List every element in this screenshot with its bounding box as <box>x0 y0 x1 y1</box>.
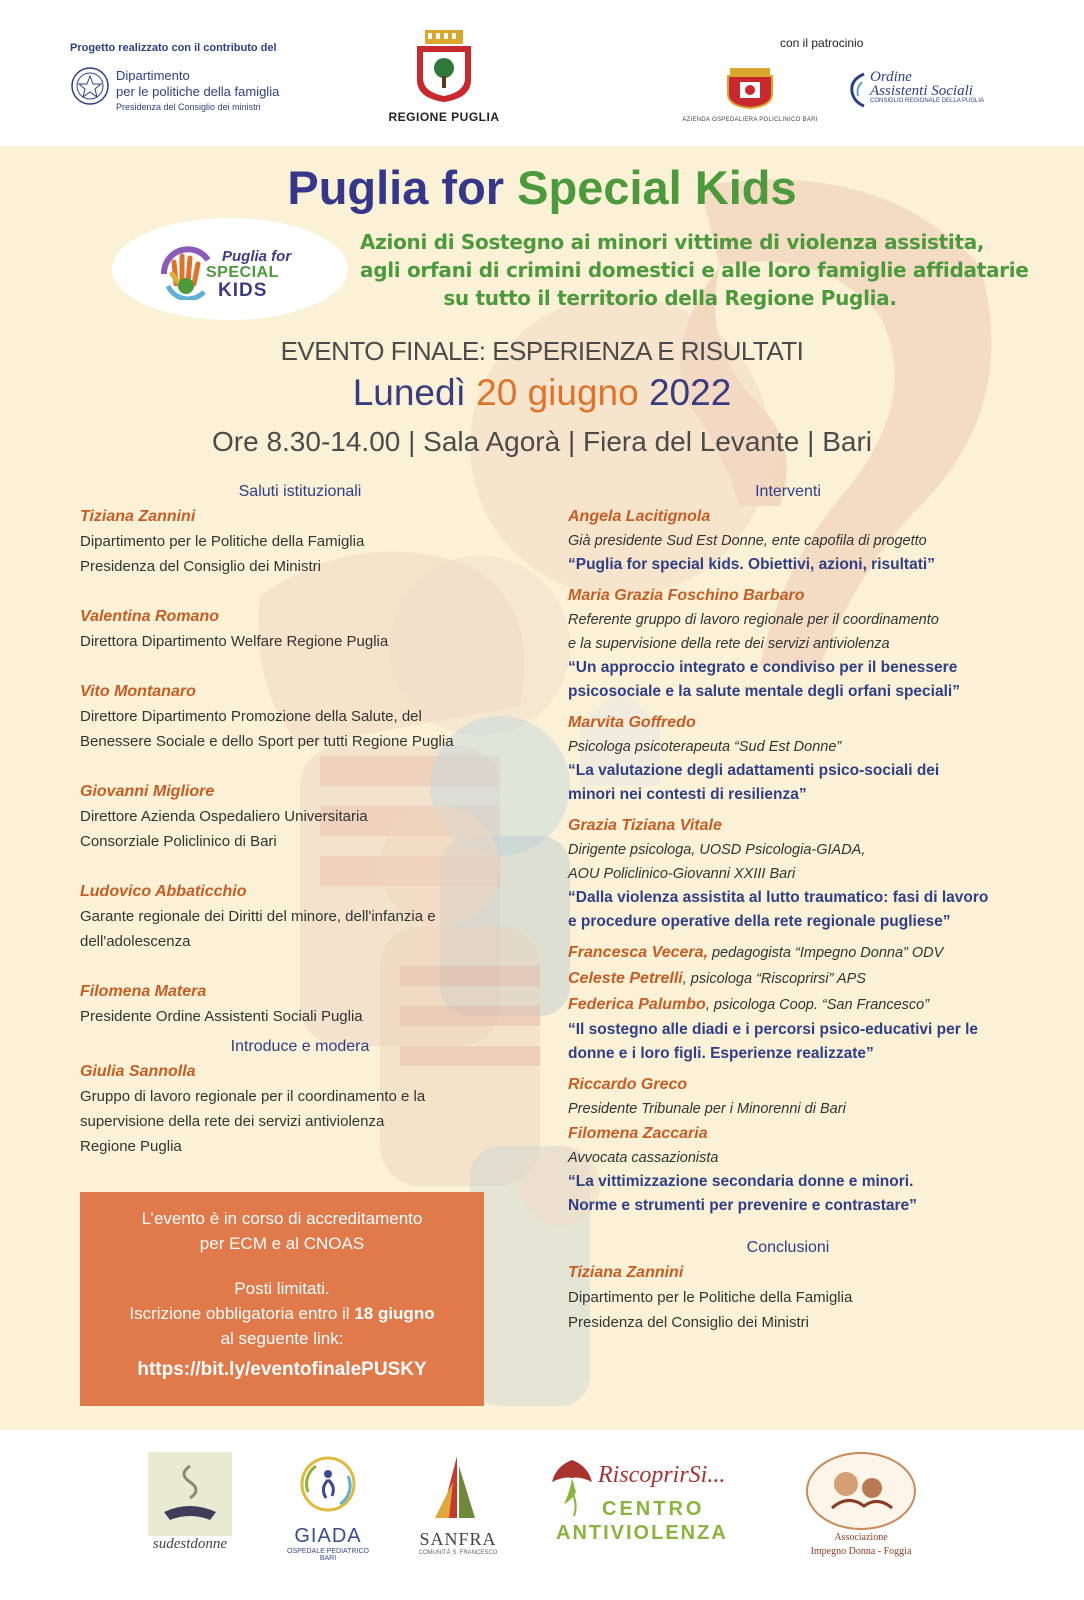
deadline-date: 18 giugno <box>354 1304 435 1323</box>
speaker-name: Angela Lacitignola <box>568 508 711 525</box>
sanfra-label: SANFRA <box>419 1529 497 1549</box>
riscoprirsi-logo <box>542 1452 752 1562</box>
event-label: EVENTO FINALE: ESPERIENZA E RISULTATI <box>280 336 804 366</box>
section-head-saluti: Saluti istituzionali <box>238 483 362 500</box>
event-time-place: Ore 8.30-14.00 | Sala Agorà | Fiera del Levante | Bari <box>212 426 872 457</box>
speaker-name: Maria Grazia Foschino Barbaro <box>568 587 805 604</box>
speaker-name: Giovanni Migliore <box>80 783 215 800</box>
speaker-line <box>568 992 1008 1018</box>
talk-title: Norme e strumenti per prevenire e contrastare” <box>568 1197 917 1214</box>
speaker-name: Marvita Goffredo <box>568 714 696 731</box>
accreditation-line: per ECM e al CNOAS <box>199 1234 365 1253</box>
ordine-line3: CONSIGLIO REGIONALE DELLA PUGLIA <box>870 98 985 104</box>
partner-logos-footer <box>0 1430 1084 1600</box>
speaker-name: Filomena Zaccaria <box>568 1125 708 1142</box>
talk-title: e procedure operative della rete regionale pugliese” <box>568 913 951 930</box>
ministry-logo-block <box>70 42 330 112</box>
ministry-text <box>116 68 346 114</box>
speaker-name: Celeste Petrelli <box>568 970 683 987</box>
project-logo-line3: KIDS <box>218 280 268 301</box>
speaker-role: Presidenza del Consiglio dei Ministri <box>80 558 321 575</box>
republic-emblem-icon <box>70 64 110 108</box>
impegno-line1: Associazione <box>834 1532 888 1543</box>
region-label: REGIONE PUGLIA <box>388 110 500 124</box>
moderator-name: Giulia Sannolla <box>80 1063 196 1080</box>
speaker-line <box>568 966 1008 992</box>
speaker-name: Tiziana Zannini <box>568 1264 684 1281</box>
ordine-assistenti-sociali-logo <box>848 70 998 104</box>
speaker-name: Francesca Vecera, <box>568 944 708 961</box>
speaker-name: Tiziana Zannini <box>80 508 196 525</box>
impegno-donna-emblem <box>806 1452 916 1530</box>
speaker-name: Filomena Matera <box>80 983 207 1000</box>
title-part1: Puglia for <box>287 161 505 214</box>
program-left-column <box>80 480 520 1159</box>
regione-puglia-shield-icon <box>411 28 477 104</box>
speaker-role: dell'adolescenza <box>80 933 191 950</box>
talk-title: donne e i loro figli. Esperienze realizzate” <box>568 1045 874 1062</box>
talk-title: “Puglia for special kids. Obiettivi, azioni, risultati” <box>568 556 935 573</box>
impegno-line2: Impegno Donna - Foggia <box>810 1546 912 1557</box>
puglia-for-special-kids-logo <box>112 218 348 320</box>
speaker-role: Consorziale Policlinico di Bari <box>80 833 277 850</box>
speaker-role: Dipartimento per le Politiche della Famiglia <box>568 1289 853 1306</box>
main-title <box>0 160 1084 215</box>
azienda-policlinico-logo <box>680 64 820 123</box>
project-logo-line2: SPECIAL <box>206 264 279 281</box>
project-subtitle <box>360 228 1029 312</box>
antiviolenza-label: ANTIVIOLENZA <box>556 1522 728 1544</box>
speaker-name: Valentina Romano <box>80 608 219 625</box>
talk-title: “Dalla violenza assistita al lutto traumatico: fasi di lavoro <box>568 889 989 906</box>
speaker-role: Presidente Tribunale per i Minorenni di Bari <box>568 1101 846 1117</box>
subtitle-line: agli orfani di crimini domestici e alle loro famiglie affidatarie <box>360 258 1029 282</box>
impegno-donna-logo <box>796 1452 926 1558</box>
patronage-caption: con il patrocinio <box>780 36 864 50</box>
date-year: 2022 <box>648 372 732 413</box>
riscoprirsi-bird-icon <box>542 1452 602 1522</box>
giada-sub: OSPEDALE PEDIATRICO BARI <box>287 1548 369 1562</box>
ministry-line2: per le politiche della famiglia <box>116 84 280 99</box>
giada-figure-icon <box>296 1452 360 1516</box>
section-head-modera: Introduce e modera <box>230 1038 370 1055</box>
sanfra-sub: COMUNITÀ S. FRANCESCO <box>418 1550 498 1556</box>
speaker-role: Avvocata cassazionista <box>568 1150 719 1166</box>
sudestdonne-label: sudestdonne <box>152 1536 228 1552</box>
sudestdonne-figure-icon <box>148 1452 232 1536</box>
ordine-line2: Assistenti Sociali <box>870 83 973 99</box>
accreditation-line: L’evento è in corso di accreditamento <box>141 1209 423 1228</box>
date-main: 20 giugno <box>476 372 639 413</box>
program-right-column <box>568 480 1008 1335</box>
ordine-swirl-icon <box>848 70 868 110</box>
speaker-name: Vito Montanaro <box>80 683 196 700</box>
azienda-text: AZIENDA OSPEDALIERA POLICLINICO BARI <box>682 117 818 123</box>
speaker-line <box>568 940 1008 966</box>
registration-deadline <box>80 1301 484 1326</box>
sanfra-logo <box>410 1452 506 1556</box>
speaker-role: e la supervisione della rete dei servizi antiviolenza <box>568 636 890 652</box>
moderator-role: supervisione della rete dei servizi antiviolenza <box>80 1113 385 1130</box>
talk-title: minori nei contesti di resilienza” <box>568 786 807 803</box>
speaker-role: Direttore Azienda Ospedaliero Universitaria <box>80 808 368 825</box>
event-date <box>0 372 1084 414</box>
project-logo-line1: Puglia for <box>222 248 292 265</box>
giada-logo <box>280 1452 376 1562</box>
speaker-role: Direttora Dipartimento Welfare Regione Puglia <box>80 633 389 650</box>
speaker-role: Dirigente psicologa, UOSD Psicologia-GIADA, <box>568 842 866 858</box>
speaker-role: , psicologa “Riscoprirsi” APS <box>682 971 866 987</box>
speaker-name: Grazia Tiziana Vitale <box>568 817 722 834</box>
speaker-role: Presidenza del Consiglio dei Ministri <box>568 1314 809 1331</box>
section-head-interventi: Interventi <box>755 483 821 500</box>
sudestdonne-logo <box>146 1452 234 1553</box>
speaker-role: Direttore Dipartimento Promozione della Salute, del <box>80 708 422 725</box>
talk-title: “La valutazione degli adattamenti psico-sociali dei <box>568 762 940 779</box>
subtitle-line: Azioni di Sostegno ai minori vittime di violenza assistita, <box>360 230 985 254</box>
speaker-role: Già presidente Sud Est Donne, ente capofila di progetto <box>568 533 927 549</box>
talk-title: “Il sostegno alle diadi e i percorsi psico-educativi per le <box>568 1021 979 1038</box>
speaker-role: pedagogista “Impegno Donna” ODV <box>707 945 944 961</box>
registration-text: Iscrizione obbligatoria entro il <box>129 1304 355 1323</box>
ministry-line3: Presidenza del Consiglio dei ministri <box>116 102 261 112</box>
speaker-role: Referente gruppo di lavoro regionale per il coordinamento <box>568 612 939 628</box>
seats-limited: Posti limitati. <box>234 1279 330 1298</box>
sudestdonne-mark <box>148 1452 232 1536</box>
subtitle-line: su tutto il territorio della Regione Puglia. <box>443 286 897 310</box>
speaker-name: Federica Palumbo <box>568 996 706 1013</box>
speaker-name: Ludovico Abbaticchio <box>80 883 247 900</box>
contribution-caption: Progetto realizzato con il contributo del <box>70 42 277 54</box>
sanfra-sail-icon <box>423 1452 493 1524</box>
speaker-role: Psicologa psicoterapeuta “Sud Est Donne” <box>568 739 842 755</box>
speaker-role: , psicologa Coop. “San Francesco” <box>705 997 930 1013</box>
centro-label: CENTRO <box>602 1498 705 1520</box>
impegno-donna-figures-icon <box>808 1454 914 1528</box>
section-head-conclusioni: Conclusioni <box>746 1239 830 1256</box>
moderator-role: Gruppo di lavoro regionale per il coordinamento e la <box>80 1088 426 1105</box>
link-intro: al seguente link: <box>220 1329 344 1348</box>
region-logo-block <box>384 28 504 124</box>
speaker-role: Presidente Ordine Assistenti Sociali Puglia <box>80 1008 363 1025</box>
poster-body <box>0 146 1084 1430</box>
ministry-line1: Dipartimento <box>116 68 190 83</box>
speaker-role: Garante regionale dei Diritti del minore, dell'infanzia e <box>80 908 436 925</box>
date-day: Lunedì <box>352 372 466 413</box>
header <box>0 0 1084 146</box>
title-part2: Special Kids <box>517 161 797 214</box>
speaker-role: Dipartimento per le Politiche della Famiglia <box>80 533 365 550</box>
speaker-name: Riccardo Greco <box>568 1076 688 1093</box>
azienda-crest-icon <box>720 64 780 110</box>
speaker-role: AOU Policlinico-Giovanni XXIII Bari <box>568 866 796 882</box>
accreditation-box <box>80 1192 484 1406</box>
talk-title: “Un approccio integrato e condiviso per il benessere <box>568 659 958 676</box>
giada-label: GIADA <box>294 1525 362 1547</box>
registration-link[interactable]: https://bit.ly/eventofinalePUSKY <box>137 1359 427 1380</box>
moderator-role: Regione Puglia <box>80 1138 182 1155</box>
ordine-line1: Ordine <box>870 69 912 85</box>
speaker-role: Benessere Sociale e dello Sport per tutti Regione Puglia <box>80 733 454 750</box>
talk-title: psicosociale e la salute mentale degli orfani speciali” <box>568 683 960 700</box>
talk-title: “La vittimizzazione secondaria donne e minori. <box>568 1173 914 1190</box>
riscoprirsi-label: RiscoprirSi... <box>598 1462 726 1488</box>
